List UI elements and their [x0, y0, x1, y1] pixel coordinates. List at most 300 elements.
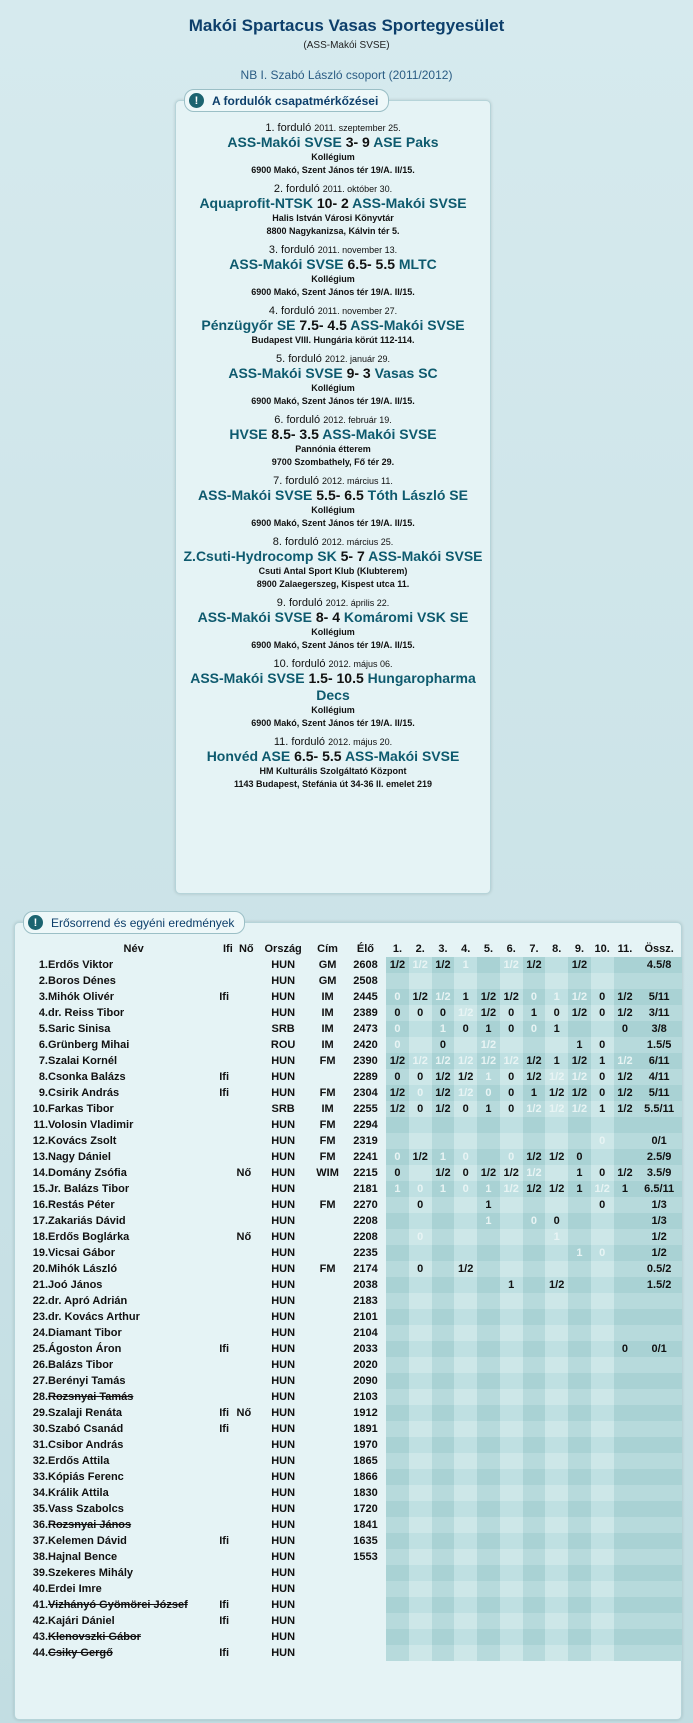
venue-address: 6900 Makó, Szent János tér 19/A. II/15.: [251, 287, 415, 297]
venue-address: 6900 Makó, Szent János tér 19/A. II/15.: [251, 640, 415, 650]
round-result-cell: 1/2: [454, 1053, 477, 1069]
exclamation-icon: !: [189, 93, 204, 108]
col-elo: Élő: [356, 943, 375, 955]
rank-cell: 10.: [32, 1103, 48, 1115]
round-result-cell: [523, 1645, 546, 1661]
round-result-cell: 1/2: [477, 1005, 500, 1021]
player-name-link[interactable]: Rozsnyai János: [48, 1519, 132, 1531]
round-result-cell: [523, 1485, 546, 1501]
round-result-cell: [409, 1517, 432, 1533]
round-result-cell: [477, 1597, 500, 1613]
round-result-cell: 1/2: [409, 1149, 432, 1165]
round-result-cell: [614, 1501, 637, 1517]
round-result-cell: 0: [409, 1005, 432, 1021]
round-result-cell: [477, 973, 500, 989]
female-cell: Nő: [236, 1167, 252, 1179]
venue-name: Kollégium: [311, 505, 355, 515]
player-name-link[interactable]: Mihók Olivér: [48, 991, 115, 1003]
round-item: [176, 353, 490, 408]
round-result-cell: [614, 1645, 637, 1661]
country-cell: HUN: [271, 1135, 296, 1147]
title-cell: [310, 1389, 345, 1405]
elo-cell: 2103: [353, 1391, 378, 1403]
round-result-cell: [568, 1133, 591, 1149]
round-result-cell: 1/2: [614, 1005, 637, 1021]
round-result-cell: 1/2: [454, 1005, 477, 1021]
round-result-cell: [386, 1261, 409, 1277]
female-cell: [237, 1565, 257, 1581]
round-result-cell: 1/2: [523, 1181, 546, 1197]
away-team-link[interactable]: ASS-Makói SVSE: [350, 317, 465, 333]
table-row: [22, 1245, 682, 1261]
ifi-cell: [219, 1005, 236, 1021]
round-result-cell: 1/2: [454, 1085, 477, 1101]
round-result-cell: [386, 1133, 409, 1149]
total-cell: 3/11: [636, 1005, 682, 1021]
col-country: Ország: [264, 943, 302, 955]
round-result-cell: [409, 1501, 432, 1517]
female-cell: Nő: [236, 1231, 252, 1243]
round-result-cell: [545, 1485, 568, 1501]
round-result-cell: [432, 1549, 455, 1565]
round-result-cell: [477, 1309, 500, 1325]
round-result-cell: 0: [454, 1165, 477, 1181]
home-team-link[interactable]: Pénzügyőr SE: [201, 317, 296, 333]
elo-cell: 1720: [353, 1503, 378, 1515]
exclamation-icon: !: [28, 915, 43, 930]
round-result-cell: 0: [386, 1037, 409, 1053]
round-date: 2011. október 30.: [322, 184, 393, 194]
away-team-link[interactable]: Vasas SC: [374, 365, 438, 381]
round-result-cell: [591, 1565, 614, 1581]
ifi-cell: [219, 1021, 236, 1037]
round-result-cell: 1/2: [568, 1069, 591, 1085]
elo-cell: 2104: [353, 1327, 378, 1339]
country-cell: SRB: [271, 1103, 295, 1115]
title-cell: [310, 1645, 345, 1661]
player-name-link[interactable]: Boros Dénes: [48, 975, 116, 987]
round-result-cell: [454, 1613, 477, 1629]
col-r5: 5.: [483, 943, 494, 955]
round-result-cell: 1: [568, 1165, 591, 1181]
round-result-cell: [454, 1325, 477, 1341]
ifi-cell: [219, 1261, 236, 1277]
round-result-cell: [545, 1613, 568, 1629]
round-result-cell: [386, 1517, 409, 1533]
venue-name: Budapest VIII. Hungária körút 112-114.: [251, 335, 415, 345]
round-result-cell: [409, 1133, 432, 1149]
col-no: Nő: [238, 943, 254, 955]
elo-cell: 2235: [353, 1247, 378, 1259]
player-name-link[interactable]: Diamant Tibor: [48, 1327, 122, 1339]
round-result-cell: 1/2: [432, 1085, 455, 1101]
round-result-cell: [523, 1277, 546, 1293]
ifi-cell: [219, 1101, 236, 1117]
home-team-link[interactable]: ASS-Makói SVSE: [229, 256, 344, 272]
round-result-cell: 1: [432, 1149, 455, 1165]
female-cell: [237, 1101, 257, 1117]
round-result-cell: [477, 1261, 500, 1277]
elo-cell: 2020: [353, 1359, 378, 1371]
total-cell: [636, 1373, 682, 1389]
ifi-cell: [219, 1197, 236, 1213]
round-result-cell: [432, 1613, 455, 1629]
country-cell: HUN: [271, 1087, 296, 1099]
ifi-cell: [219, 1469, 236, 1485]
total-cell: [636, 1453, 682, 1469]
table-row: [22, 1021, 682, 1037]
ifi-cell: [219, 1133, 236, 1149]
round-result-cell: [591, 1021, 614, 1037]
ifi-cell: [219, 1277, 236, 1293]
rank-cell: 6.: [38, 1039, 48, 1051]
title-cell: [310, 1549, 345, 1565]
round-result-cell: [500, 1581, 523, 1597]
round-line: [176, 122, 490, 134]
round-result-cell: [500, 1357, 523, 1373]
player-name-link[interactable]: Mihók László: [48, 1263, 118, 1275]
player-name-link[interactable]: Králik Attila: [48, 1487, 109, 1499]
round-result-cell: [432, 973, 455, 989]
round-result-cell: [568, 1565, 591, 1581]
round-result-cell: 0: [523, 1213, 546, 1229]
round-result-cell: 1/2: [386, 957, 409, 973]
table-row: [22, 1549, 682, 1565]
player-name-link[interactable]: Csirik András: [48, 1087, 120, 1099]
player-name-link[interactable]: Szekeres Mihály: [48, 1567, 133, 1579]
player-name-link[interactable]: Kajári Dániel: [48, 1615, 115, 1627]
player-name-link[interactable]: Csibor András: [48, 1439, 124, 1451]
player-name-link[interactable]: Kópiás Ferenc: [48, 1471, 124, 1483]
title-cell: [310, 1533, 345, 1549]
round-result-cell: [432, 1261, 455, 1277]
away-team-link[interactable]: MLTC: [398, 256, 437, 272]
round-result-cell: [523, 1293, 546, 1309]
player-name-link[interactable]: Joó János: [48, 1279, 103, 1291]
female-cell: [237, 1149, 257, 1165]
country-cell: HUN: [271, 1215, 296, 1227]
home-team-link[interactable]: Z.Csuti-Hydrocomp SK: [183, 548, 337, 564]
table-row: [22, 957, 682, 973]
round-label: 11. forduló: [273, 736, 326, 748]
round-result-cell: 1: [614, 1181, 637, 1197]
ifi-cell: [219, 1309, 236, 1325]
col-r7: 7.: [529, 943, 539, 955]
player-name-link[interactable]: Vizhányó Gyömörei József: [48, 1599, 188, 1611]
venue-address: 6900 Makó, Szent János tér 19/A. II/15.: [251, 165, 415, 175]
round-result-cell: [568, 1501, 591, 1517]
round-result-cell: [568, 1485, 591, 1501]
rank-cell: 5.: [38, 1023, 48, 1035]
female-cell: [237, 1117, 257, 1133]
player-name-link[interactable]: Szalaji Renáta: [48, 1407, 122, 1419]
country-cell: HUN: [271, 1471, 296, 1483]
player-name-link[interactable]: Berényi Tamás: [48, 1375, 126, 1387]
away-team-link[interactable]: Tóth László SE: [367, 487, 468, 503]
round-result-cell: 1/2: [523, 1149, 546, 1165]
round-result-cell: [614, 1389, 637, 1405]
total-cell: 3/8: [636, 1021, 682, 1037]
player-name-link[interactable]: Vass Szabolcs: [48, 1503, 124, 1515]
round-result-cell: [568, 1629, 591, 1645]
round-result-cell: 0: [386, 1149, 409, 1165]
round-result-cell: [568, 1357, 591, 1373]
away-team-link[interactable]: ASS-Makói SVSE: [344, 748, 460, 764]
player-name-link[interactable]: Csiky Gergő: [48, 1647, 113, 1659]
player-name-link[interactable]: Hajnal Bence: [48, 1551, 118, 1563]
ifi-cell: [219, 1117, 236, 1133]
round-result-cell: [386, 1549, 409, 1565]
round-result-cell: [545, 1117, 568, 1133]
player-name-link[interactable]: Szabó Csanád: [48, 1423, 124, 1435]
away-team-link[interactable]: ASS-Makói SVSE: [322, 426, 437, 442]
total-cell: [636, 1325, 682, 1341]
player-name-link[interactable]: Domány Zsófia: [48, 1167, 127, 1179]
round-result-cell: 0: [409, 1181, 432, 1197]
away-team-link[interactable]: ASE Paks: [373, 134, 439, 150]
round-result-cell: [454, 1405, 477, 1421]
results-body: [22, 957, 682, 1661]
ifi-cell: [219, 1037, 236, 1053]
round-result-cell: [545, 1581, 568, 1597]
player-name-link[interactable]: Ágoston Áron: [48, 1343, 122, 1355]
player-name-link[interactable]: Volosin Vladimir: [48, 1119, 134, 1131]
player-name-link[interactable]: Erdős Boglárka: [48, 1231, 130, 1243]
player-name-link[interactable]: dr. Reiss Tibor: [48, 1007, 125, 1019]
venue-address: 6900 Makó, Szent János tér 19/A. II/15.: [251, 718, 415, 728]
round-result-cell: [500, 1453, 523, 1469]
round-result-cell: [454, 1229, 477, 1245]
round-result-cell: [386, 1597, 409, 1613]
round-date: 2011. november 27.: [317, 306, 398, 316]
title-cell: [310, 1309, 345, 1325]
round-label: 1. forduló: [265, 122, 312, 134]
round-result-cell: 1/2: [523, 1053, 546, 1069]
round-result-cell: [545, 1421, 568, 1437]
round-result-cell: [523, 1565, 546, 1581]
player-name-link[interactable]: Nagy Dániel: [48, 1151, 111, 1163]
round-result-cell: [545, 1197, 568, 1213]
title-cell: FM: [319, 1151, 336, 1163]
title-cell: [310, 1485, 345, 1501]
round-result-cell: [386, 1437, 409, 1453]
away-team-link[interactable]: ASS-Makói SVSE: [352, 195, 467, 211]
round-result-cell: [454, 1213, 477, 1229]
round-result-cell: [454, 1421, 477, 1437]
total-cell: [636, 1549, 682, 1565]
round-result-cell: [477, 1629, 500, 1645]
female-cell: [237, 1021, 257, 1037]
table-row: [22, 1565, 682, 1581]
total-cell: 4.5/8: [636, 957, 682, 973]
round-result-cell: 0: [591, 1005, 614, 1021]
round-result-cell: [568, 1389, 591, 1405]
round-result-cell: [545, 1405, 568, 1421]
player-name-link[interactable]: Restás Péter: [48, 1199, 115, 1211]
country-cell: HUN: [271, 1567, 296, 1579]
player-name-link[interactable]: Rozsnyai Tamás: [48, 1391, 134, 1403]
title-cell: IM: [321, 991, 334, 1003]
title-cell: [310, 1421, 345, 1437]
home-team-link[interactable]: ASS-Makói SVSE: [228, 365, 343, 381]
ifi-cell: [219, 1053, 236, 1069]
away-team-link[interactable]: ASS-Makói SVSE: [368, 548, 483, 564]
round-result-cell: [500, 1213, 523, 1229]
player-name-link[interactable]: dr. Apró Adrián: [48, 1295, 128, 1307]
results-panel-title: Erősorrend és egyéni eredmények: [51, 915, 235, 930]
round-result-cell: 1: [568, 1181, 591, 1197]
results-header-row: [22, 941, 682, 957]
round-result-cell: 0: [523, 989, 546, 1005]
round-result-cell: [454, 1565, 477, 1581]
round-result-cell: [500, 1293, 523, 1309]
elo-cell: 2033: [353, 1343, 378, 1355]
venue-address: 8900 Zalaegerszeg, Kispest utca 11.: [256, 579, 410, 589]
round-result-cell: [614, 1485, 637, 1501]
round-line: [176, 353, 490, 365]
round-match: [176, 609, 490, 626]
total-cell: 1/3: [636, 1213, 682, 1229]
player-name-link[interactable]: Szalai Kornél: [48, 1055, 118, 1067]
table-row: [22, 1085, 682, 1101]
ifi-cell: Ifi: [219, 1599, 229, 1611]
round-label: 3. forduló: [268, 244, 315, 256]
table-row: [22, 1437, 682, 1453]
table-row: [22, 1405, 682, 1421]
home-team-link[interactable]: ASS-Makói SVSE: [197, 609, 312, 625]
player-name-link[interactable]: Erdős Viktor: [48, 959, 114, 971]
player-name-link[interactable]: Farkas Tibor: [48, 1103, 114, 1115]
home-team-link[interactable]: ASS-Makói SVSE: [227, 134, 342, 150]
rank-cell: 14.: [32, 1167, 48, 1179]
table-row: [22, 1005, 682, 1021]
round-result-cell: [545, 957, 568, 973]
round-result-cell: [409, 1629, 432, 1645]
player-name-link[interactable]: Kovács Zsolt: [48, 1135, 117, 1147]
title-cell: FM: [319, 1135, 336, 1147]
round-result-cell: [454, 1437, 477, 1453]
female-cell: [237, 1485, 257, 1501]
round-result-cell: [614, 1197, 637, 1213]
table-row: [22, 1389, 682, 1405]
round-result-cell: [386, 1213, 409, 1229]
home-team-link[interactable]: ASS-Makói SVSE: [190, 670, 305, 686]
player-name-link[interactable]: dr. Kovács Arthur: [48, 1311, 140, 1323]
total-cell: 0.5/2: [636, 1261, 682, 1277]
elo-cell: 2215: [353, 1167, 378, 1179]
round-result-cell: [409, 1309, 432, 1325]
away-team-link[interactable]: Komáromi VSK SE: [343, 609, 469, 625]
round-result-cell: 1/2: [386, 1101, 409, 1117]
country-cell: HUN: [271, 1599, 296, 1611]
venue-address: 1143 Budapest, Stefánia út 34-36 II. emelet 219: [233, 779, 433, 789]
ifi-cell: [219, 1389, 236, 1405]
ifi-cell: Ifi: [219, 1615, 229, 1627]
rank-cell: 31.: [32, 1439, 48, 1451]
round-result-cell: [614, 1597, 637, 1613]
total-cell: [636, 1389, 682, 1405]
round-result-cell: [591, 1645, 614, 1661]
round-result-cell: [591, 1405, 614, 1421]
round-result-cell: [523, 1437, 546, 1453]
round-result-cell: [545, 1645, 568, 1661]
round-result-cell: [409, 1277, 432, 1293]
country-cell: HUN: [271, 1647, 296, 1659]
round-result-cell: 1: [477, 1197, 500, 1213]
total-cell: [636, 1645, 682, 1661]
home-team-link[interactable]: Aquaprofit-NTSK: [199, 195, 313, 211]
round-result-cell: [454, 1501, 477, 1517]
home-team-link[interactable]: ASS-Makói SVSE: [198, 487, 313, 503]
total-cell: 5.5/11: [636, 1101, 682, 1117]
round-result-cell: 1: [432, 1021, 455, 1037]
ifi-cell: [219, 973, 236, 989]
away-team-link[interactable]: Hungaropharma Decs: [316, 670, 476, 703]
country-cell: HUN: [271, 1519, 296, 1531]
rounds-list: [176, 101, 490, 791]
round-match: [176, 256, 490, 273]
round-result-cell: [409, 1549, 432, 1565]
round-result-cell: [409, 1581, 432, 1597]
col-r10: 10.: [594, 943, 610, 955]
venue-name: Kollégium: [311, 627, 355, 637]
player-name-link[interactable]: Jr. Balázs Tibor: [48, 1183, 130, 1195]
round-result-cell: [591, 1501, 614, 1517]
round-result-cell: [454, 1197, 477, 1213]
player-name-link[interactable]: Kelemen Dávid: [48, 1535, 127, 1547]
round-result-cell: [477, 1517, 500, 1533]
player-name-link[interactable]: Zakariás Dávid: [48, 1215, 126, 1227]
home-team-link[interactable]: Honvéd ASE: [206, 748, 291, 764]
player-name-link[interactable]: Csonka Balázs: [48, 1071, 126, 1083]
player-name-link[interactable]: Vicsai Gábor: [48, 1247, 116, 1259]
round-result-cell: [432, 1437, 455, 1453]
female-cell: [237, 1005, 257, 1021]
round-result-cell: 1/2: [386, 1053, 409, 1069]
round-result-cell: 0: [409, 1261, 432, 1277]
round-result-cell: 0: [454, 1101, 477, 1117]
home-team-link[interactable]: HVSE: [229, 426, 268, 442]
total-cell: 1.5/5: [636, 1037, 682, 1053]
elo-cell: 2445: [353, 991, 378, 1003]
female-cell: [237, 1181, 257, 1197]
round-result-cell: 0: [454, 1021, 477, 1037]
player-name-link[interactable]: Grünberg Mihai: [48, 1039, 130, 1051]
round-result-cell: 0: [591, 1085, 614, 1101]
round-item: [176, 414, 490, 469]
player-name-link[interactable]: Klenovszki Gábor: [48, 1631, 141, 1643]
rank-cell: 30.: [32, 1423, 48, 1435]
elo-cell: 1635: [353, 1535, 378, 1547]
female-cell: [237, 1629, 257, 1645]
female-cell: [237, 1357, 257, 1373]
player-name-link[interactable]: Saric Sinisa: [48, 1023, 111, 1035]
female-cell: [237, 957, 257, 973]
round-result-cell: [568, 1645, 591, 1661]
player-name-link[interactable]: Balázs Tibor: [48, 1359, 114, 1371]
round-result-cell: 0: [523, 1021, 546, 1037]
female-cell: [237, 1373, 257, 1389]
player-name-link[interactable]: Erdős Attila: [48, 1455, 110, 1467]
round-result-cell: [568, 1373, 591, 1389]
round-result-cell: 0: [568, 1149, 591, 1165]
player-name-link[interactable]: Erdei Imre: [48, 1583, 102, 1595]
venue-name: Kollégium: [311, 152, 355, 162]
round-result-cell: [432, 1421, 455, 1437]
ifi-cell: Ifi: [219, 1423, 229, 1435]
round-result-cell: [545, 1341, 568, 1357]
rank-cell: 4.: [38, 1007, 48, 1019]
